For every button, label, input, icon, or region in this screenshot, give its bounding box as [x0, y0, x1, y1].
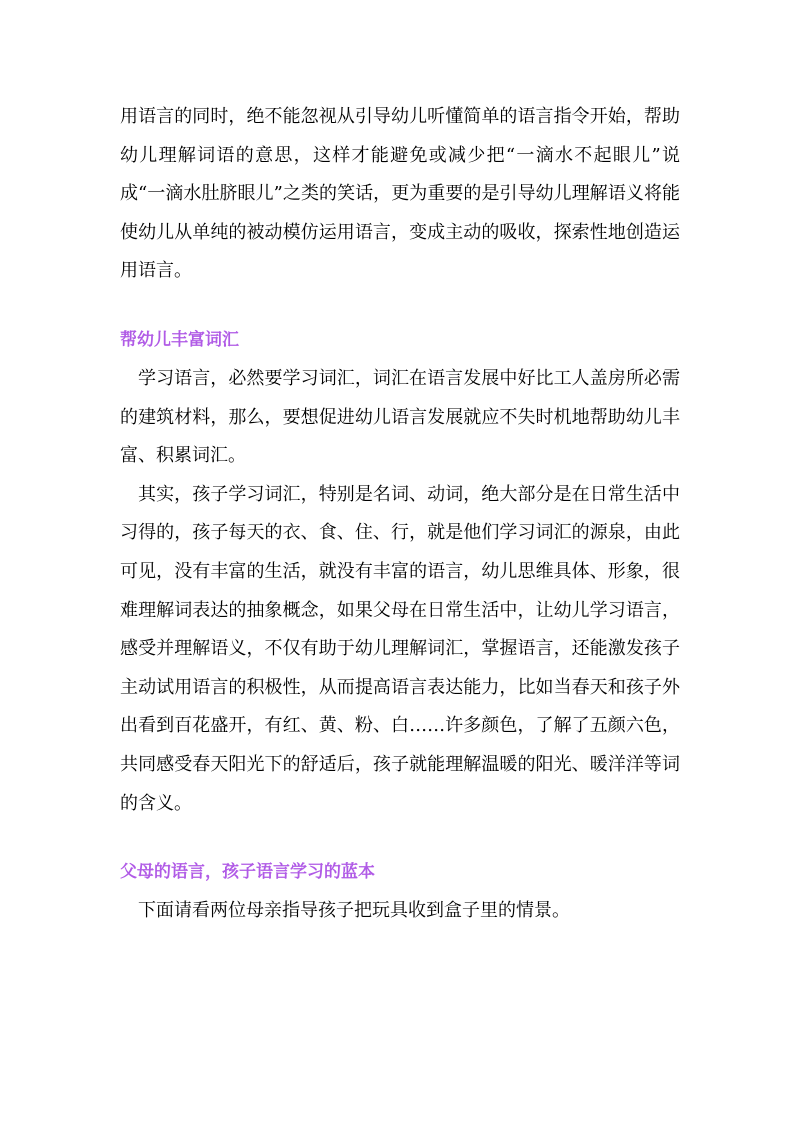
section-heading: 帮幼儿丰富词汇 [120, 329, 239, 350]
body-paragraph: 其实，孩子学习词汇，特别是名词、动词，绝大部分是在日常生活中习得的，孩子每天的衣、食、住、行，就是他们学习词汇的源泉，由此可见，没有丰富的生活，就没有丰富的语言，幼儿思维具体、形象，很难理解词表达的抽象概念，如果父母在日常生活中，让幼儿学习语言，感受并理解语义，不仅有助于幼儿理解词汇，掌握语言，还能激发孩子主动试用语言的积极性，从而提高语言表达能力，比如当春天和孩子外出看到百花盛开，有红、黄、粉、白……许多颜色，了解了五颜六色，共同感受春天阳光下的舒适后，孩子就能理解温暖的阳光、暖洋洋等词的含义。 [120, 483, 680, 814]
body-paragraph: 下面请看两位母亲指导孩子把玩具收到盒子里的情景。 [138, 900, 570, 922]
document-body [120, 98, 680, 931]
section-heading: 父母的语言，孩子语言学习的蓝本 [120, 862, 375, 883]
body-paragraph: 学习语言，必然要学习词汇，词汇在语言发展中好比工人盖房所必需的建筑材料，那么，要想促进幼儿语言发展就应不失时机地帮助幼儿丰富、积累词汇。 [120, 367, 680, 467]
body-paragraph: 用语言的同时，绝不能忽视从引导幼儿听懂简单的语言指令开始，帮助幼儿理解词语的意思，这样才能避免或减少把“一滴水不起眼儿”说成“一滴水肚脐眼儿”之类的笑话，更为重要的是引导幼儿理解语义将能使幼儿从单纯的被动模仿运用语言，变成主动的吸收，探索性地创造运用语言。 [120, 106, 680, 282]
